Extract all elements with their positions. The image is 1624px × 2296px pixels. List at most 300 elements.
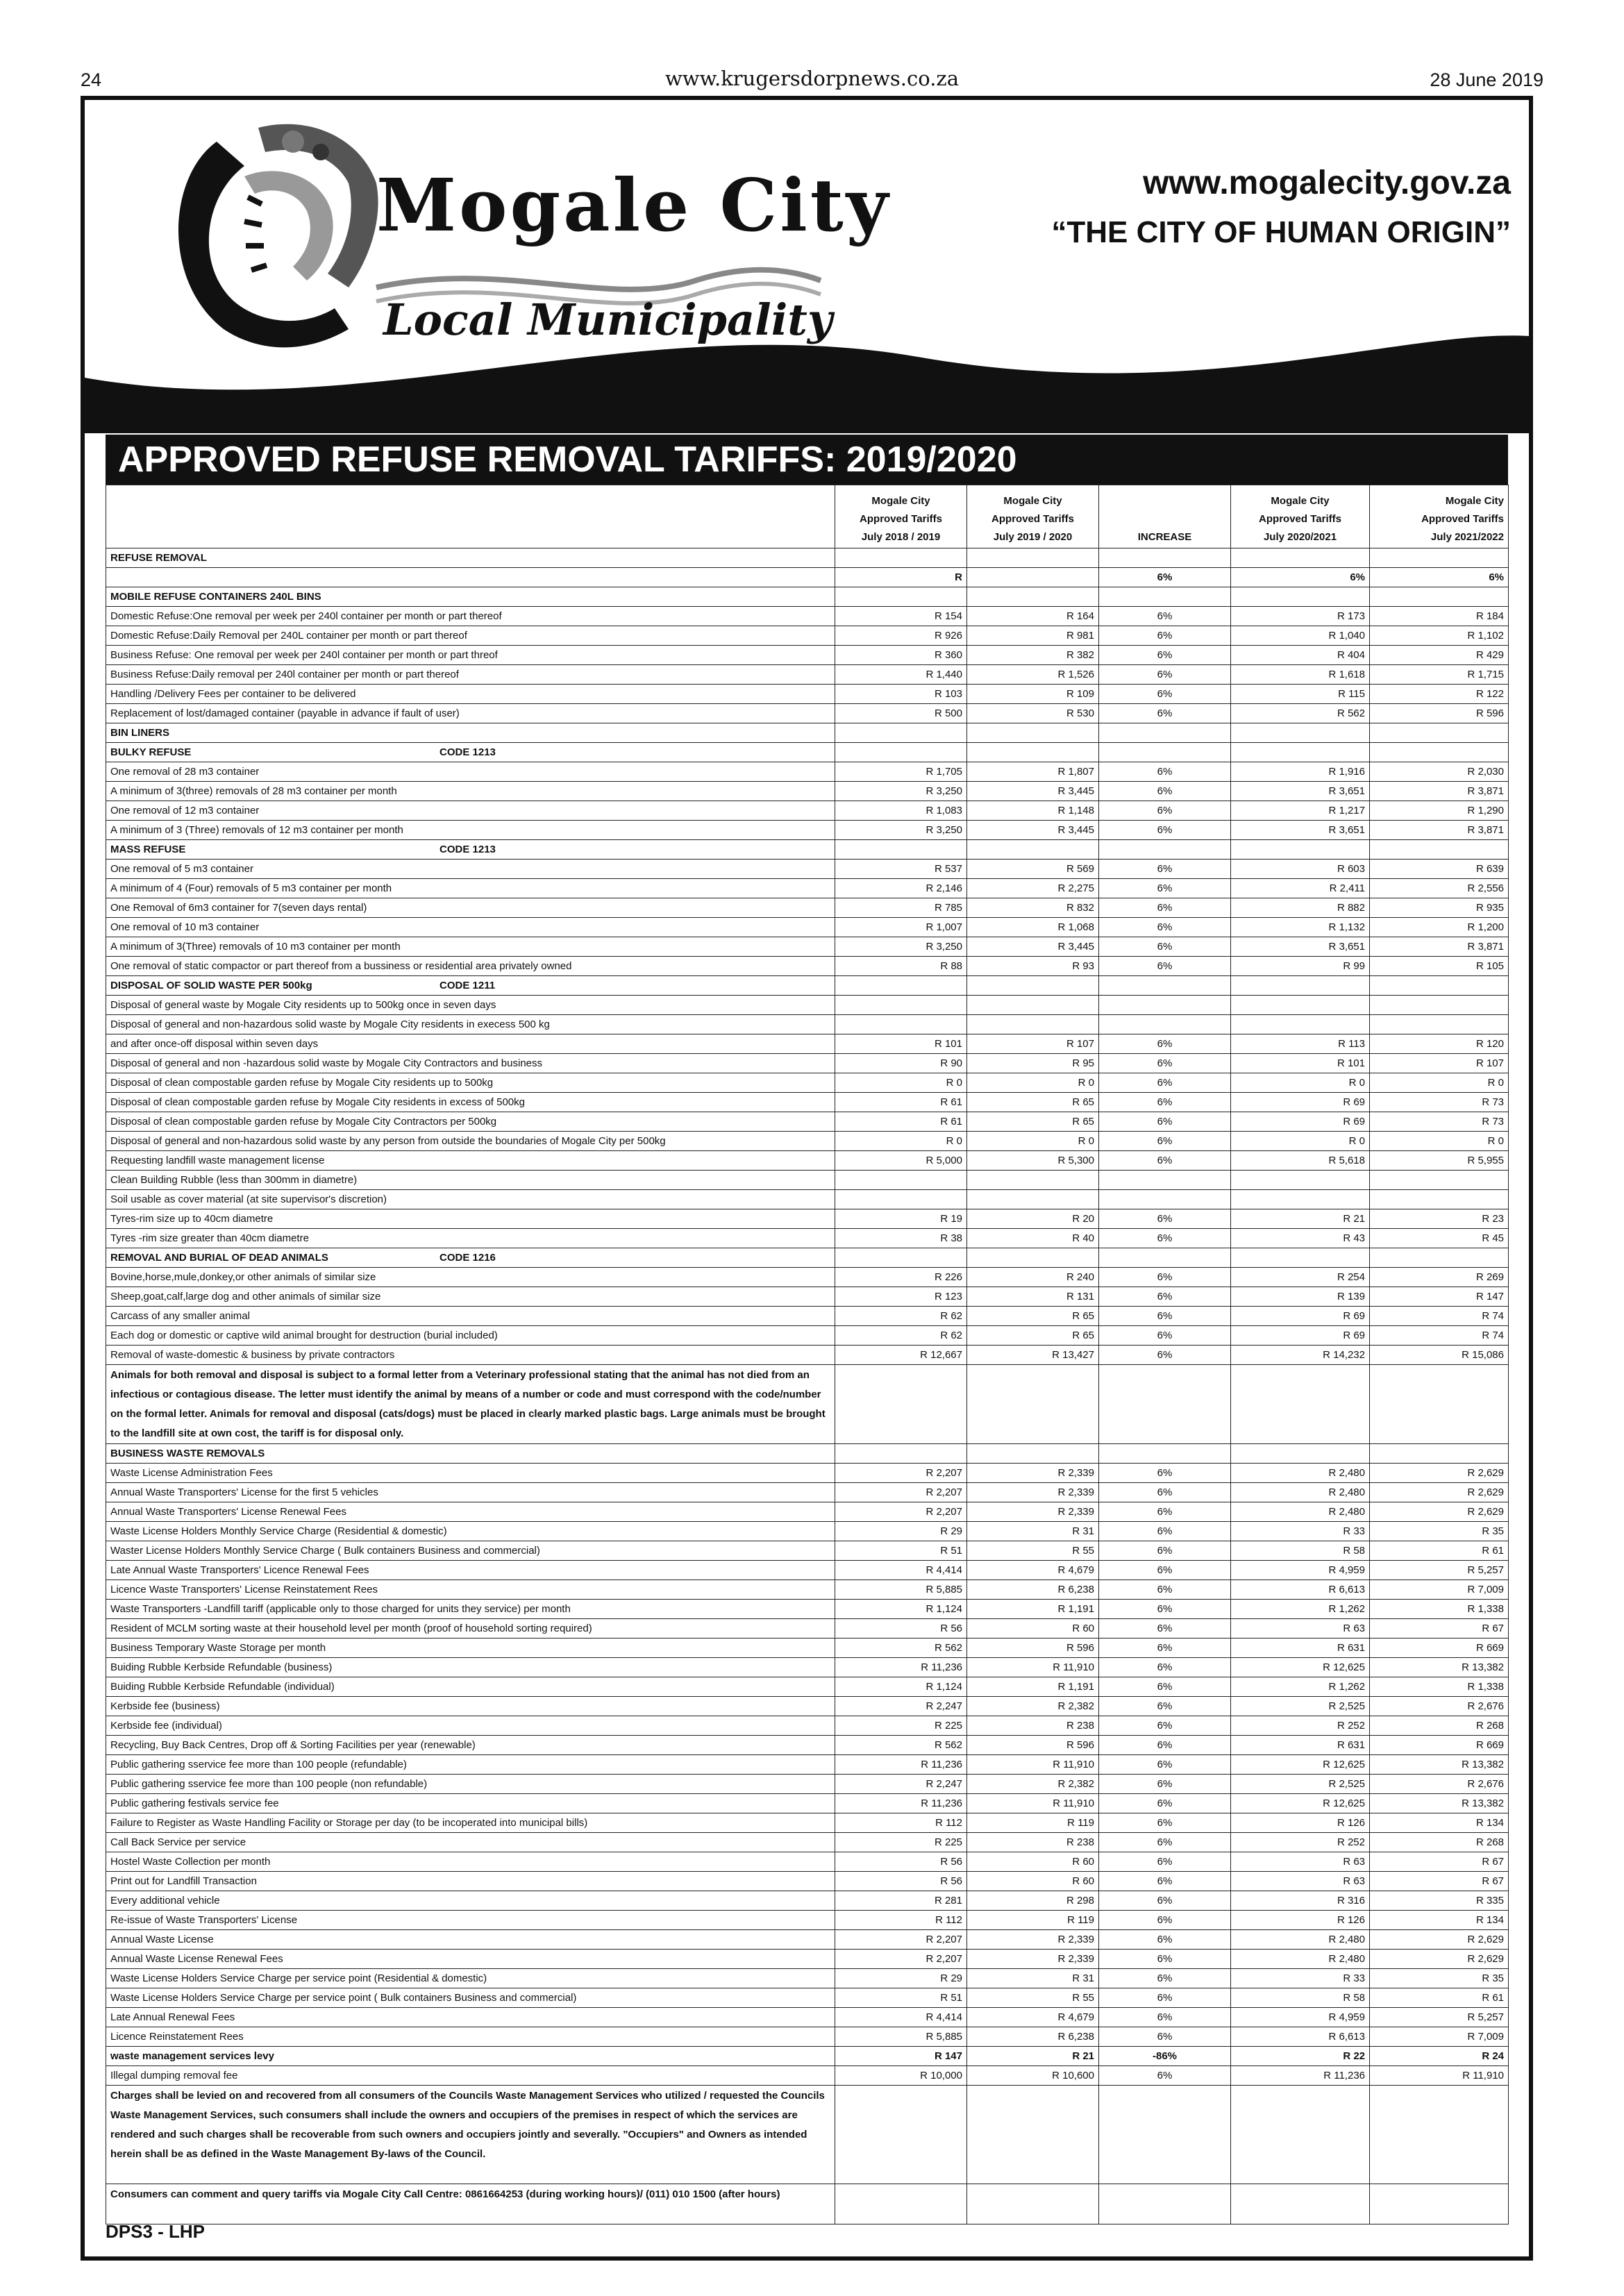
value-cell: R 1,191 — [967, 1600, 1099, 1619]
value-cell: R 63 — [1231, 1852, 1370, 1872]
value-cell: R 2,275 — [967, 879, 1099, 898]
row-label — [106, 1969, 835, 1988]
row-label-text: Licence Waste Transporters' License Reinstatement Rees — [110, 1583, 378, 1595]
table-row — [106, 1541, 1509, 1561]
header-line: Approved Tariffs — [1421, 513, 1504, 525]
value-cell: 6% — [1099, 1658, 1231, 1677]
table-row — [106, 1054, 1509, 1073]
value-cell: R 0 — [1231, 1073, 1370, 1093]
advert-frame — [81, 96, 1533, 2261]
value-cell: R 109 — [967, 685, 1099, 704]
row-label — [106, 1287, 835, 1307]
value-cell: R 2,339 — [967, 1502, 1099, 1522]
value-cell — [835, 1171, 967, 1190]
row-label-text: Disposal of clean compostable garden refuse by Mogale City residents up to 500kg — [110, 1076, 494, 1089]
table-row — [106, 879, 1509, 898]
value-cell: 6% — [1099, 2008, 1231, 2027]
value-cell: R 2,207 — [835, 1502, 967, 1522]
value-cell: R 5,885 — [835, 2027, 967, 2047]
header-line: July 2019 / 2020 — [993, 531, 1073, 543]
row-label: Consumers can comment and query tariffs via Mogale City Call Centre: 0861664253 (during working hours)/ (011) 010 1500 (after hours) — [106, 2184, 835, 2224]
row-label-text: A minimum of 3(Three) removals of 10 m3 container per month — [110, 940, 401, 953]
value-cell: R 55 — [967, 1541, 1099, 1561]
table-row — [106, 1093, 1509, 1112]
value-cell: R 43 — [1231, 1229, 1370, 1248]
row-label — [106, 1639, 835, 1658]
value-cell: R 6,238 — [967, 1580, 1099, 1600]
value-cell: 6% — [1099, 1891, 1231, 1911]
row-label-text: Replacement of lost/damaged container (payable in advance if fault of user) — [110, 707, 460, 719]
row-label — [106, 1677, 835, 1697]
value-cell — [835, 1190, 967, 1209]
value-cell: R 58 — [1231, 1541, 1370, 1561]
value-cell: R 63 — [1231, 1872, 1370, 1891]
value-cell — [967, 723, 1099, 743]
table-row — [106, 1346, 1509, 1365]
table-row — [106, 1132, 1509, 1151]
row-label — [106, 1716, 835, 1736]
value-cell — [1231, 1190, 1370, 1209]
value-cell: R 1,440 — [835, 665, 967, 685]
value-cell: R 2,676 — [1370, 1697, 1509, 1716]
value-cell: 6% — [1099, 1229, 1231, 1248]
value-cell — [1370, 1190, 1509, 1209]
row-label — [106, 1522, 835, 1541]
row-label — [106, 743, 835, 762]
value-cell — [1370, 996, 1509, 1015]
value-cell: R 1,705 — [835, 762, 967, 782]
page-title: APPROVED REFUSE REMOVAL TARIFFS: 2019/2020 — [106, 435, 1508, 485]
table-row — [106, 587, 1509, 607]
row-label — [106, 1736, 835, 1755]
value-cell: R 11,236 — [835, 1658, 967, 1677]
row-label — [106, 1755, 835, 1775]
row-label-text: Disposal of general and non-hazardous solid waste by Mogale City residents in execess 500 kg — [110, 1018, 550, 1030]
row-label-text: Late Annual Waste Transporters' Licence Renewal Fees — [110, 1564, 369, 1576]
row-label-text: Disposal of general waste by Mogale City residents up to 500kg once in seven days — [110, 998, 496, 1011]
value-cell: 6% — [1099, 1483, 1231, 1502]
value-cell: R 11,236 — [835, 1794, 967, 1813]
footer-code: DPS3 - LHP — [106, 2221, 206, 2242]
value-cell: R 562 — [835, 1639, 967, 1658]
value-cell — [1099, 976, 1231, 996]
value-cell: R 1,338 — [1370, 1677, 1509, 1697]
header-line: Approved Tariffs — [1259, 513, 1341, 525]
value-cell — [1231, 1015, 1370, 1034]
table-row — [106, 1171, 1509, 1190]
value-cell — [1099, 723, 1231, 743]
brand-subtitle: Local Municipality — [383, 294, 832, 345]
table-row — [106, 1794, 1509, 1813]
row-label-text: Handling /Delivery Fees per container to be delivered — [110, 687, 356, 700]
table-row — [106, 548, 1509, 568]
value-cell: R 69 — [1231, 1307, 1370, 1326]
value-cell: R 13,382 — [1370, 1755, 1509, 1775]
row-label-text: Soil usable as cover material (at site supervisor's discretion) — [110, 1193, 387, 1205]
row-label — [106, 626, 835, 646]
value-cell — [1370, 976, 1509, 996]
value-cell: R 74 — [1370, 1307, 1509, 1326]
value-cell: R 1,068 — [967, 918, 1099, 937]
value-cell: R 500 — [835, 704, 967, 723]
value-cell: R 6,613 — [1231, 2027, 1370, 2047]
value-cell: R 3,445 — [967, 821, 1099, 840]
value-cell: R 1,007 — [835, 918, 967, 937]
table-row — [106, 1833, 1509, 1852]
row-label — [106, 1988, 835, 2008]
value-cell — [1231, 1365, 1370, 1444]
value-cell: R 252 — [1231, 1833, 1370, 1852]
value-cell: 6% — [1099, 704, 1231, 723]
value-cell: R 134 — [1370, 1911, 1509, 1930]
row-label — [106, 1541, 835, 1561]
value-cell: 6% — [1099, 1639, 1231, 1658]
value-cell: R 62 — [835, 1326, 967, 1346]
table-row — [106, 1483, 1509, 1502]
value-cell: R 0 — [835, 1073, 967, 1093]
row-label — [106, 2008, 835, 2027]
value-cell: 6% — [1099, 762, 1231, 782]
header-line: July 2021/2022 — [1430, 531, 1504, 543]
value-cell: R 596 — [1370, 704, 1509, 723]
value-cell: 6% — [1099, 1346, 1231, 1365]
value-cell: 6% — [1099, 1287, 1231, 1307]
row-label-text: BIN LINERS — [110, 726, 170, 739]
value-cell: R 123 — [835, 1287, 967, 1307]
value-cell: R 119 — [967, 1911, 1099, 1930]
value-cell — [1370, 2086, 1509, 2184]
value-cell: R 29 — [835, 1969, 967, 1988]
row-label-text: Waste License Holders Monthly Service Charge (Residential & domestic) — [110, 1525, 447, 1537]
row-label — [106, 1054, 835, 1073]
value-cell — [1370, 1248, 1509, 1268]
value-cell — [1370, 1444, 1509, 1464]
table-row — [106, 1852, 1509, 1872]
value-cell: R 24 — [1370, 2047, 1509, 2066]
tariff-table-wrap — [106, 485, 1508, 2224]
value-cell: R 1,124 — [835, 1600, 967, 1619]
value-cell: 6% — [1099, 898, 1231, 918]
table-row — [106, 1444, 1509, 1464]
value-cell: R 1,290 — [1370, 801, 1509, 821]
value-cell: R 51 — [835, 1988, 967, 2008]
value-cell: R 4,959 — [1231, 2008, 1370, 2027]
municipality-url[interactable]: www.mogalecity.gov.za — [1143, 165, 1511, 201]
row-label — [106, 1229, 835, 1248]
value-cell: R 115 — [1231, 685, 1370, 704]
table-row — [106, 704, 1509, 723]
value-cell: 6% — [1099, 568, 1231, 587]
table-row — [106, 1911, 1509, 1930]
value-cell: R 1,083 — [835, 801, 967, 821]
table-row — [106, 646, 1509, 665]
value-cell: R 13,382 — [1370, 1794, 1509, 1813]
value-cell: R 40 — [967, 1229, 1099, 1248]
value-cell: R 1,132 — [1231, 918, 1370, 937]
value-cell: R 122 — [1370, 685, 1509, 704]
value-cell: R 93 — [967, 957, 1099, 976]
table-row — [106, 1326, 1509, 1346]
row-label-text: Licence Reinstatement Rees — [110, 2030, 244, 2043]
table-row — [106, 2066, 1509, 2086]
table-row — [106, 1619, 1509, 1639]
value-cell: R 20 — [967, 1209, 1099, 1229]
table-row — [106, 743, 1509, 762]
row-label — [106, 1950, 835, 1969]
row-label — [106, 1132, 835, 1151]
value-cell: R 882 — [1231, 898, 1370, 918]
value-cell: R 101 — [835, 1034, 967, 1054]
value-cell: 6% — [1099, 937, 1231, 957]
value-cell: R 0 — [1370, 1073, 1509, 1093]
row-label-text: Disposal of general and non-hazardous solid waste by any person from outside the boundaries of Mogale City per 500kg — [110, 1134, 666, 1147]
value-cell: 6% — [1099, 646, 1231, 665]
value-cell: 6% — [1099, 1054, 1231, 1073]
row-label — [106, 879, 835, 898]
table-row — [106, 1658, 1509, 1677]
value-cell — [835, 2086, 967, 2184]
value-cell: R 269 — [1370, 1268, 1509, 1287]
value-cell: R 603 — [1231, 860, 1370, 879]
value-cell: R 382 — [967, 646, 1099, 665]
row-label-text: Buiding Rubble Kerbside Refundable (individual) — [110, 1680, 335, 1693]
value-cell: R 268 — [1370, 1716, 1509, 1736]
row-label-text: Domestic Refuse:One removal per week per 240l container per month or part thereof — [110, 610, 502, 622]
table-row — [106, 957, 1509, 976]
value-cell: R 1,618 — [1231, 665, 1370, 685]
value-cell: 6% — [1099, 1034, 1231, 1054]
value-cell: 6% — [1231, 568, 1370, 587]
value-cell: R 2,207 — [835, 1930, 967, 1950]
value-cell: R 2,480 — [1231, 1464, 1370, 1483]
value-cell: R 69 — [1231, 1093, 1370, 1112]
row-label-text: Waste License Administration Fees — [110, 1466, 273, 1479]
value-cell: 6% — [1099, 1697, 1231, 1716]
value-cell: R 61 — [1370, 1541, 1509, 1561]
value-cell — [1231, 587, 1370, 607]
value-cell: R 67 — [1370, 1872, 1509, 1891]
table-row — [106, 976, 1509, 996]
value-cell: 6% — [1099, 879, 1231, 898]
value-cell: R 4,679 — [967, 1561, 1099, 1580]
row-label-text: Domestic Refuse:Daily Removal per 240L container per month or part thereof — [110, 629, 467, 642]
value-cell: R 105 — [1370, 957, 1509, 976]
value-cell: R 2,030 — [1370, 762, 1509, 782]
value-cell: 6% — [1099, 1969, 1231, 1988]
row-label — [106, 2027, 835, 2047]
banner — [85, 100, 1529, 433]
row-label — [106, 1580, 835, 1600]
row-label-text: A minimum of 3(three) removals of 28 m3 container per month — [110, 785, 397, 797]
value-cell: R 2,146 — [835, 879, 967, 898]
value-cell: R 1,148 — [967, 801, 1099, 821]
table-row — [106, 1716, 1509, 1736]
value-cell: 6% — [1099, 1988, 1231, 2008]
row-label — [106, 1775, 835, 1794]
table-row — [106, 898, 1509, 918]
value-cell: R 65 — [967, 1112, 1099, 1132]
value-cell — [1231, 2184, 1370, 2224]
value-cell: R 5,257 — [1370, 2008, 1509, 2027]
value-cell: R 10,000 — [835, 2066, 967, 2086]
value-cell: R 2,339 — [967, 1950, 1099, 1969]
value-cell: R 45 — [1370, 1229, 1509, 1248]
value-cell: R 147 — [1370, 1287, 1509, 1307]
value-cell: R 316 — [1231, 1891, 1370, 1911]
value-cell: R 67 — [1370, 1619, 1509, 1639]
value-cell: R 112 — [835, 1911, 967, 1930]
table-row — [106, 1580, 1509, 1600]
header-line: INCREASE — [1137, 531, 1192, 543]
row-label-text: and after once-off disposal within seven days — [110, 1037, 319, 1050]
value-cell: R 238 — [967, 1716, 1099, 1736]
value-cell: R 2,629 — [1370, 1464, 1509, 1483]
table-row — [106, 1502, 1509, 1522]
newspaper-site[interactable]: www.krugersdorpnews.co.za — [664, 67, 960, 90]
value-cell: R 139 — [1231, 1287, 1370, 1307]
row-label-text: Public gathering sservice fee more than 100 people (refundable) — [110, 1758, 407, 1770]
row-label — [106, 1911, 835, 1930]
row-label-text: BULKY REFUSE — [110, 746, 192, 758]
value-cell — [835, 840, 967, 860]
value-cell: 6% — [1099, 1464, 1231, 1483]
value-cell — [1231, 723, 1370, 743]
row-label — [106, 2047, 835, 2066]
table-row — [106, 1950, 1509, 1969]
value-cell: R 126 — [1231, 1813, 1370, 1833]
row-label-text: Requesting landfill waste management license — [110, 1154, 325, 1166]
value-cell: R 2,247 — [835, 1775, 967, 1794]
value-cell: 6% — [1099, 1736, 1231, 1755]
value-cell: 6% — [1099, 2066, 1231, 2086]
table-row — [106, 1464, 1509, 1483]
table-row — [106, 1736, 1509, 1755]
value-cell: R 298 — [967, 1891, 1099, 1911]
table-row — [106, 1229, 1509, 1248]
row-label — [106, 937, 835, 957]
value-cell — [1099, 1171, 1231, 1190]
row-label — [106, 1600, 835, 1619]
row-label-text: One removal of 12 m3 container — [110, 804, 260, 816]
value-cell: R 669 — [1370, 1639, 1509, 1658]
row-label-text: One removal of static compactor or part thereof from a bussiness or residential area privately owned — [110, 960, 572, 972]
row-label-text: One removal of 10 m3 container — [110, 921, 260, 933]
row-label — [106, 1073, 835, 1093]
row-label-text: REMOVAL AND BURIAL OF DEAD ANIMALS — [110, 1251, 328, 1264]
value-cell: R 1,102 — [1370, 626, 1509, 646]
row-label — [106, 1794, 835, 1813]
value-cell — [967, 587, 1099, 607]
row-label — [106, 1619, 835, 1639]
value-cell: R 13,382 — [1370, 1658, 1509, 1677]
row-label — [106, 918, 835, 937]
row-code: CODE 1213 — [440, 843, 496, 855]
value-cell: R 2,629 — [1370, 1502, 1509, 1522]
row-label-text: Business Temporary Waste Storage per month — [110, 1641, 326, 1654]
value-cell: R 12,625 — [1231, 1658, 1370, 1677]
row-label — [106, 1248, 835, 1268]
header-line: July 2020/2021 — [1263, 531, 1337, 543]
header-cell — [1370, 485, 1509, 548]
row-label — [106, 1891, 835, 1911]
value-cell: R 4,414 — [835, 1561, 967, 1580]
table-row — [106, 1073, 1509, 1093]
value-cell: 6% — [1099, 1813, 1231, 1833]
value-cell: 6% — [1370, 568, 1509, 587]
table-row — [106, 1561, 1509, 1580]
row-label — [106, 782, 835, 801]
value-cell: R 15,086 — [1370, 1346, 1509, 1365]
value-cell: 6% — [1099, 1151, 1231, 1171]
table-row — [106, 1015, 1509, 1034]
brand-name: Mogale City — [376, 162, 891, 248]
table-row — [106, 626, 1509, 646]
value-cell: 6% — [1099, 1132, 1231, 1151]
value-cell: R 2,339 — [967, 1464, 1099, 1483]
value-cell: R 240 — [967, 1268, 1099, 1287]
value-cell: R 126 — [1231, 1911, 1370, 1930]
value-cell: R 5,300 — [967, 1151, 1099, 1171]
value-cell: R 35 — [1370, 1969, 1509, 1988]
value-cell: R 252 — [1231, 1716, 1370, 1736]
header-line: Approved Tariffs — [860, 513, 942, 525]
value-cell: R 60 — [967, 1872, 1099, 1891]
value-cell — [967, 1365, 1099, 1444]
row-label — [106, 1112, 835, 1132]
value-cell: R 2,556 — [1370, 879, 1509, 898]
value-cell: R 3,445 — [967, 937, 1099, 957]
table-row — [106, 1365, 1509, 1444]
value-cell: R 113 — [1231, 1034, 1370, 1054]
value-cell: R 225 — [835, 1833, 967, 1852]
row-label-text: One removal of 28 m3 container — [110, 765, 260, 778]
row-label — [106, 723, 835, 743]
row-label-text: BUSINESS WASTE REMOVALS — [110, 1447, 265, 1459]
value-cell: R 62 — [835, 1307, 967, 1326]
value-cell: 6% — [1099, 1326, 1231, 1346]
row-label-text: Waster License Holders Monthly Service Charge ( Bulk containers Business and commercial) — [110, 1544, 540, 1557]
value-cell: 6% — [1099, 1619, 1231, 1639]
value-cell: R 537 — [835, 860, 967, 879]
table-row — [106, 1697, 1509, 1716]
value-cell: R 11,236 — [1231, 2066, 1370, 2086]
value-cell — [835, 1015, 967, 1034]
value-cell: 6% — [1099, 957, 1231, 976]
value-cell: R 404 — [1231, 646, 1370, 665]
value-cell: 6% — [1099, 685, 1231, 704]
row-label-text: Annual Waste License — [110, 1933, 214, 1945]
value-cell: 6% — [1099, 1716, 1231, 1736]
value-cell: R 926 — [835, 626, 967, 646]
value-cell — [1370, 548, 1509, 568]
value-cell: R 3,871 — [1370, 937, 1509, 957]
value-cell: R 7,009 — [1370, 1580, 1509, 1600]
value-cell — [835, 1248, 967, 1268]
value-cell: R 154 — [835, 607, 967, 626]
value-cell: R 164 — [967, 607, 1099, 626]
table-row — [106, 2027, 1509, 2047]
row-label — [106, 1151, 835, 1171]
value-cell: R 56 — [835, 1852, 967, 1872]
value-cell: 6% — [1099, 607, 1231, 626]
value-cell: R 2,525 — [1231, 1775, 1370, 1794]
value-cell: 6% — [1099, 2027, 1231, 2047]
value-cell: R 2,247 — [835, 1697, 967, 1716]
row-label-text: A minimum of 4 (Four) removals of 5 m3 container per month — [110, 882, 392, 894]
table-row — [106, 1112, 1509, 1132]
value-cell: 6% — [1099, 1522, 1231, 1541]
row-label-text: Removal of waste-domestic & business by private contractors — [110, 1348, 395, 1361]
